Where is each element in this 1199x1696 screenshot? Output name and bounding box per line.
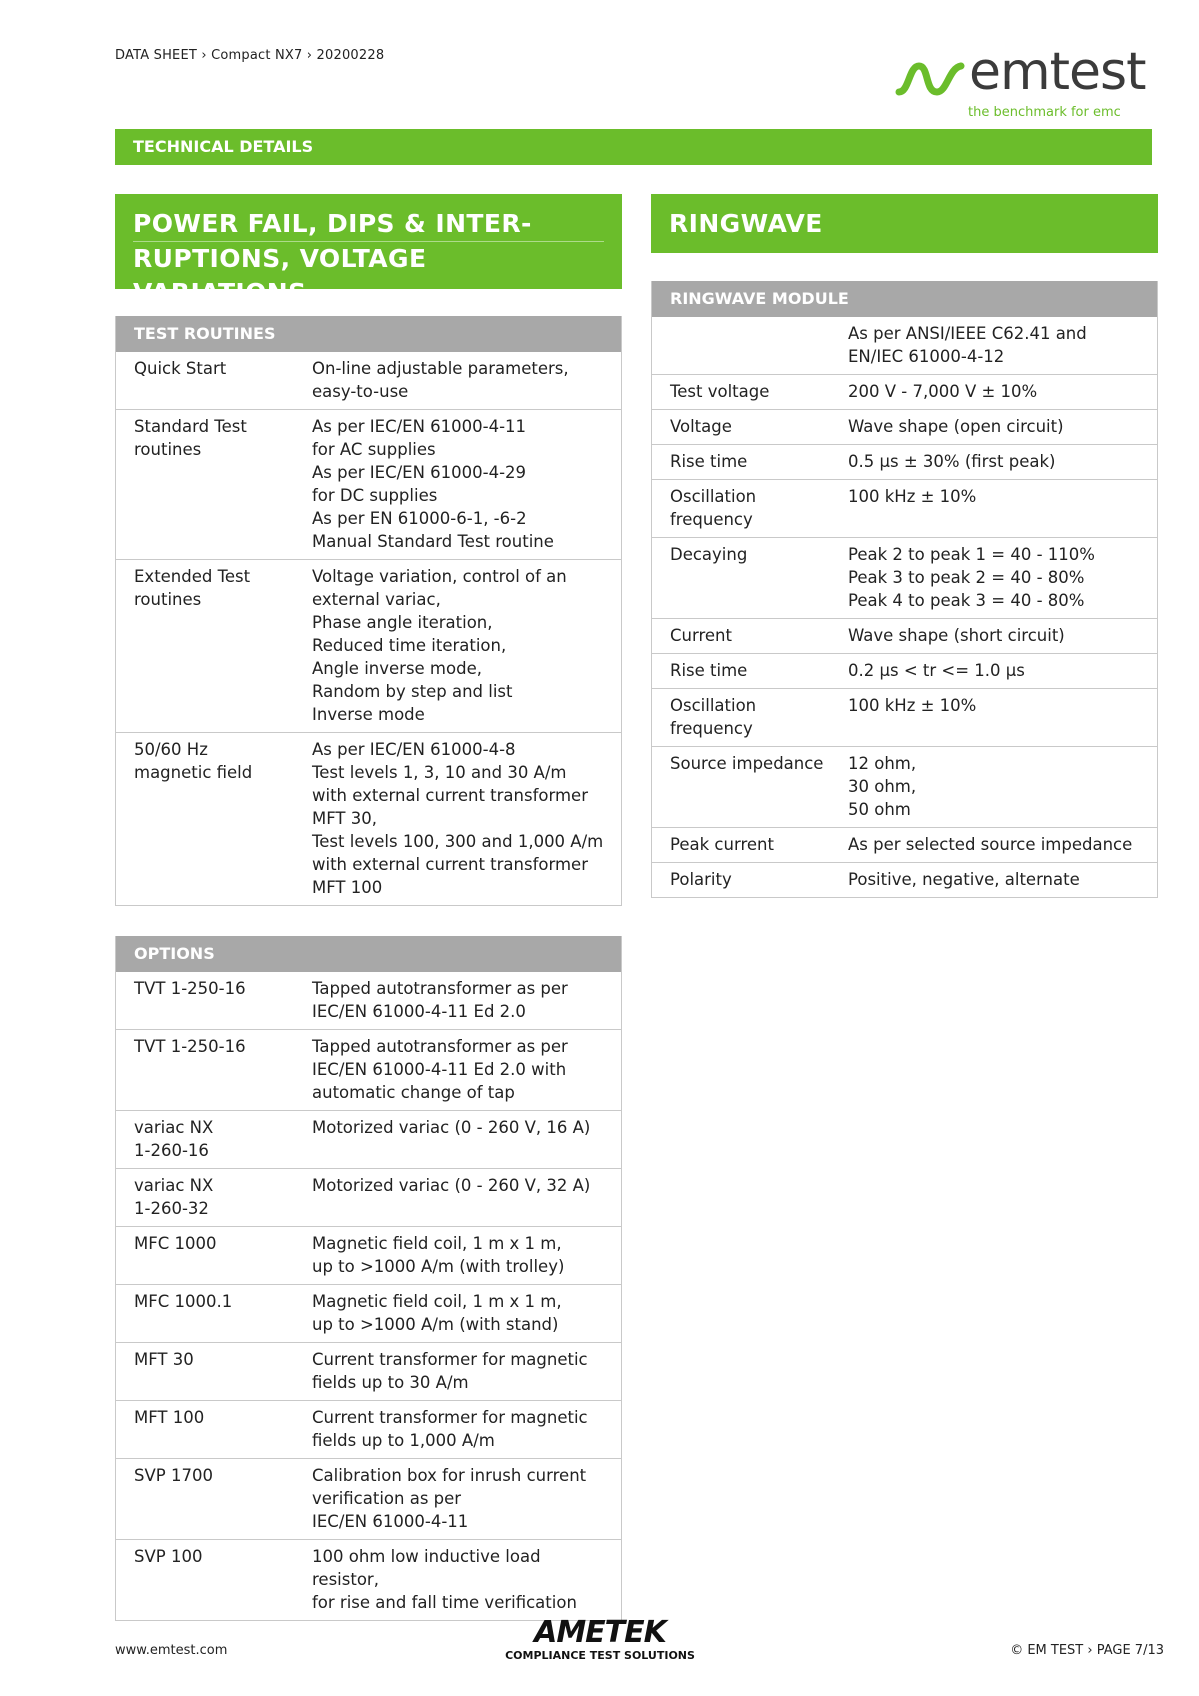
row-value-line: Reduced time iteration, <box>312 636 507 655</box>
row-value-line: 200 V - 7,000 V ± 10% <box>848 382 1038 401</box>
row-value <box>312 357 611 403</box>
row-label-line: Test voltage <box>670 382 770 401</box>
row-label-line: 1-260-32 <box>134 1199 209 1218</box>
table-row <box>652 619 1157 654</box>
ringwave-module-table <box>651 281 1158 898</box>
row-value <box>848 485 1147 531</box>
row-label <box>134 977 312 1023</box>
row-value <box>848 833 1147 856</box>
row-value <box>848 543 1147 612</box>
row-label-line: Standard Test <box>134 417 247 436</box>
row-value-line: As per ANSI/IEEE C62.41 and <box>848 324 1087 343</box>
row-label <box>670 450 848 473</box>
row-value-line: easy-to-use <box>312 382 409 401</box>
logo-tagline: the benchmark for emc <box>968 105 1121 120</box>
row-value-line: 30 ohm, <box>848 777 917 796</box>
row-label <box>670 752 848 821</box>
table-row <box>116 1111 621 1169</box>
row-value-line: Angle inverse mode, <box>312 659 482 678</box>
row-value <box>312 1174 611 1220</box>
table-row <box>652 654 1157 689</box>
row-value <box>312 1116 611 1162</box>
table-row <box>116 560 621 733</box>
table-row <box>116 733 621 905</box>
row-value <box>848 659 1147 682</box>
row-value-line: Manual Standard Test routine <box>312 532 554 551</box>
row-label-line: Quick Start <box>134 359 227 378</box>
left-title-line1: POWER FAIL, DIPS & INTER- <box>133 209 532 238</box>
row-label-line: MFT 30 <box>134 1350 194 1369</box>
row-label <box>134 1348 312 1394</box>
row-label-line: 1-260-16 <box>134 1141 209 1160</box>
table-row <box>652 445 1157 480</box>
row-value-line: Wave shape (short circuit) <box>848 626 1065 645</box>
row-value-line: Wave shape (open circuit) <box>848 417 1064 436</box>
row-label-line: Rise time <box>670 452 748 471</box>
row-label <box>134 1406 312 1452</box>
emtest-logo <box>895 42 1146 125</box>
row-value-line: fields up to 1,000 A/m <box>312 1431 495 1450</box>
footer-page-number: © EM TEST › PAGE 7/13 <box>1010 1643 1164 1658</box>
row-value-line: Test levels 100, 300 and 1,000 A/m <box>312 832 604 851</box>
row-label <box>134 1116 312 1162</box>
table-row <box>116 1343 621 1401</box>
row-value-line: MFT 100 <box>312 878 383 897</box>
row-value-line: fields up to 30 A/m <box>312 1373 469 1392</box>
row-value-line: Calibration box for inrush current <box>312 1466 587 1485</box>
row-value-line: Phase angle iteration, <box>312 613 493 632</box>
row-label <box>670 415 848 438</box>
row-value-line: Current transformer for magnetic <box>312 1408 588 1427</box>
row-value <box>848 868 1147 891</box>
table-row <box>116 1401 621 1459</box>
row-value-line: verification as per <box>312 1489 462 1508</box>
row-label <box>670 543 848 612</box>
row-value-line: for rise and fall time verification <box>312 1593 577 1612</box>
row-label-line: frequency <box>670 510 753 529</box>
row-value-line: 50 ohm <box>848 800 911 819</box>
row-label-line: Source impedance <box>670 754 824 773</box>
table-row <box>116 1459 621 1540</box>
options-heading: OPTIONS <box>116 936 621 972</box>
row-label-line: Decaying <box>670 545 748 564</box>
row-value-line: with external current transformer <box>312 855 588 874</box>
row-label <box>134 415 312 553</box>
row-label <box>670 322 848 368</box>
table-row <box>652 828 1157 863</box>
row-label <box>670 380 848 403</box>
row-label-line: Polarity <box>670 870 732 889</box>
row-value-line: 0.2 µs < tr <= 1.0 µs <box>848 661 1025 680</box>
row-label <box>670 868 848 891</box>
row-label <box>134 1174 312 1220</box>
row-value-line: Motorized variac (0 - 260 V, 16 A) <box>312 1118 591 1137</box>
row-label <box>134 1290 312 1336</box>
technical-details-bar: TECHNICAL DETAILS <box>115 129 1152 165</box>
table-row <box>652 538 1157 619</box>
table-row <box>116 410 621 560</box>
row-value-line: IEC/EN 61000-4-11 Ed 2.0 <box>312 1002 526 1021</box>
row-value-line: Peak 2 to peak 1 = 40 - 110% <box>848 545 1095 564</box>
row-label <box>670 659 848 682</box>
row-value <box>848 415 1147 438</box>
row-label-line: MFT 100 <box>134 1408 205 1427</box>
row-label-line: 50/60 Hz <box>134 740 208 759</box>
row-label <box>134 1464 312 1533</box>
table-row <box>652 689 1157 747</box>
row-value-line: MFT 30, <box>312 809 378 828</box>
row-label-line: routines <box>134 590 202 609</box>
table-row <box>652 747 1157 828</box>
row-label-line: Extended Test <box>134 567 251 586</box>
row-label-line: TVT 1-250-16 <box>134 979 246 998</box>
row-label-line: frequency <box>670 719 753 738</box>
row-value-line: 100 kHz ± 10% <box>848 696 977 715</box>
breadcrumb: DATA SHEET › Compact NX7 › 20200228 <box>115 48 385 63</box>
row-value-line: Current transformer for magnetic <box>312 1350 588 1369</box>
row-value <box>312 1232 611 1278</box>
row-value-line: Tapped autotransformer as per <box>312 1037 568 1056</box>
row-label <box>670 694 848 740</box>
row-value-line: On-line adjustable parameters, <box>312 359 569 378</box>
row-value-line: Magnetic field coil, 1 m x 1 m, <box>312 1234 562 1253</box>
row-label-line <box>670 322 848 345</box>
table-row <box>652 375 1157 410</box>
left-title-line2: RUPTIONS, VOLTAGE VARIATIONS <box>133 241 604 310</box>
row-label-line: routines <box>134 440 202 459</box>
row-value-line: for AC supplies <box>312 440 436 459</box>
row-value-line: IEC/EN 61000-4-11 <box>312 1512 469 1531</box>
left-section-title <box>115 194 622 307</box>
row-label <box>670 833 848 856</box>
row-value <box>848 322 1147 368</box>
table-row <box>652 480 1157 538</box>
row-value-line: up to >1000 A/m (with trolley) <box>312 1257 565 1276</box>
row-value-line: Positive, negative, alternate <box>848 870 1080 889</box>
row-label <box>670 485 848 531</box>
table-row <box>116 972 621 1030</box>
row-value <box>848 694 1147 740</box>
row-value-line: As per IEC/EN 61000-4-8 <box>312 740 516 759</box>
row-value-line: Motorized variac (0 - 260 V, 32 A) <box>312 1176 591 1195</box>
row-value-line: As per EN 61000-6-1, -6-2 <box>312 509 527 528</box>
right-section-title: RINGWAVE <box>651 194 1158 253</box>
table-row <box>116 1169 621 1227</box>
wave-logo-icon <box>895 62 965 96</box>
row-label <box>134 738 312 899</box>
row-value-line: Random by step and list <box>312 682 513 701</box>
footer-url: www.emtest.com <box>115 1643 228 1658</box>
row-value <box>312 977 611 1023</box>
row-label-line: variac NX <box>134 1176 214 1195</box>
table-row <box>116 1285 621 1343</box>
row-value-line: Peak 4 to peak 3 = 40 - 80% <box>848 591 1085 610</box>
row-value-line: for DC supplies <box>312 486 438 505</box>
options-table <box>115 936 622 1621</box>
row-label <box>134 1035 312 1104</box>
row-label <box>134 357 312 403</box>
row-value <box>312 1348 611 1394</box>
row-label-line: Voltage <box>670 417 732 436</box>
row-value-line: As per selected source impedance <box>848 835 1133 854</box>
row-value-line: 0.5 µs ± 30% (first peak) <box>848 452 1056 471</box>
row-value <box>312 738 611 899</box>
row-value <box>848 752 1147 821</box>
row-label-line: MFC 1000.1 <box>134 1292 233 1311</box>
row-value <box>312 1406 611 1452</box>
row-label-line: variac NX <box>134 1118 214 1137</box>
row-value-line: 12 ohm, <box>848 754 917 773</box>
row-value-line: As per IEC/EN 61000-4-29 <box>312 463 527 482</box>
row-value-line: Magnetic field coil, 1 m x 1 m, <box>312 1292 562 1311</box>
row-label <box>670 624 848 647</box>
row-value-line: Voltage variation, control of an <box>312 567 567 586</box>
row-value-line: with external current transformer <box>312 786 588 805</box>
row-label-line: TVT 1-250-16 <box>134 1037 246 1056</box>
row-value <box>848 450 1147 473</box>
table-row <box>116 1227 621 1285</box>
row-value-line: Test levels 1, 3, 10 and 30 A/m <box>312 763 567 782</box>
row-value-line: 100 ohm low inductive load resistor, <box>312 1547 541 1589</box>
row-label-line: SVP 1700 <box>134 1466 213 1485</box>
row-label-line: Oscillation <box>670 696 757 715</box>
row-value <box>848 624 1147 647</box>
row-label <box>134 1232 312 1278</box>
logo-word: emtest <box>969 42 1146 102</box>
ametek-logo <box>505 1615 695 1662</box>
row-label <box>134 565 312 726</box>
row-value-line: up to >1000 A/m (with stand) <box>312 1315 559 1334</box>
test-routines-heading: TEST ROUTINES <box>116 316 621 352</box>
ringwave-module-heading: RINGWAVE MODULE <box>652 281 1157 317</box>
table-row <box>652 317 1157 375</box>
row-label-line: Oscillation <box>670 487 757 506</box>
row-label-line: Rise time <box>670 661 748 680</box>
row-value-line: IEC/EN 61000-4-11 Ed 2.0 with <box>312 1060 567 1079</box>
row-value <box>312 1290 611 1336</box>
row-value <box>312 1545 611 1614</box>
row-label-line: Current <box>670 626 732 645</box>
row-value <box>312 1464 611 1533</box>
table-row <box>652 410 1157 445</box>
ametek-word: AMETEK <box>534 1615 666 1650</box>
row-value-line: As per IEC/EN 61000-4-11 <box>312 417 527 436</box>
table-row <box>652 863 1157 897</box>
table-row <box>116 1540 621 1620</box>
row-value-line: Tapped autotransformer as per <box>312 979 568 998</box>
row-label-line: Peak current <box>670 835 774 854</box>
row-label <box>134 1545 312 1614</box>
row-label-line: MFC 1000 <box>134 1234 217 1253</box>
row-value-line: automatic change of tap <box>312 1083 515 1102</box>
row-value <box>848 380 1147 403</box>
table-row <box>116 1030 621 1111</box>
row-value-line: EN/IEC 61000-4-12 <box>848 347 1005 366</box>
row-label-line: SVP 100 <box>134 1547 203 1566</box>
ametek-subtitle: COMPLIANCE TEST SOLUTIONS <box>505 1649 695 1662</box>
table-row <box>116 352 621 410</box>
row-label-line: magnetic field <box>134 763 253 782</box>
row-value <box>312 415 611 553</box>
row-value <box>312 1035 611 1104</box>
row-value <box>312 565 611 726</box>
row-value-line: Peak 3 to peak 2 = 40 - 80% <box>848 568 1085 587</box>
test-routines-table <box>115 316 622 906</box>
row-value-line: external variac, <box>312 590 441 609</box>
row-value-line: Inverse mode <box>312 705 425 724</box>
row-value-line: 100 kHz ± 10% <box>848 487 977 506</box>
